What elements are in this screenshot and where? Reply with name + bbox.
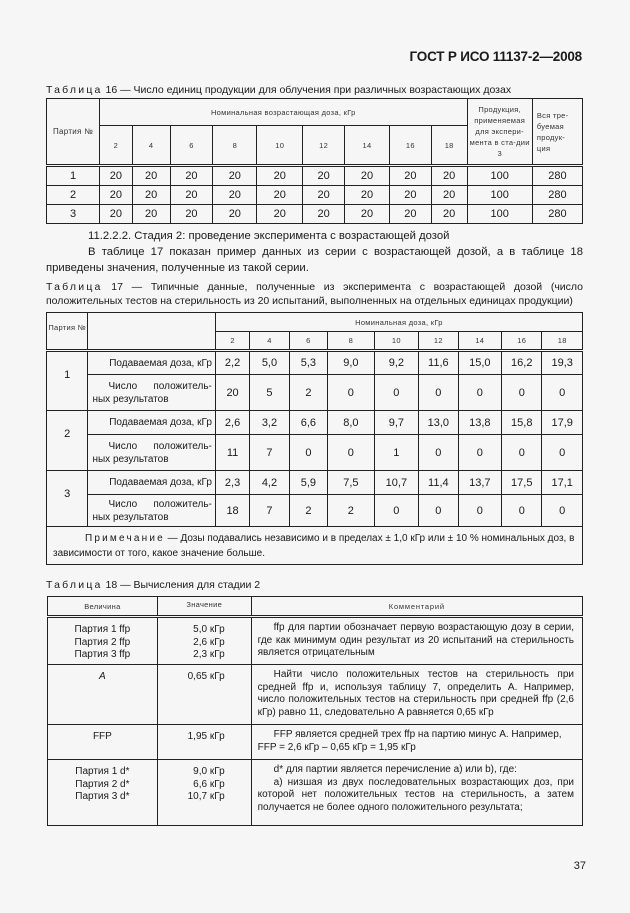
- count-cell: 20: [132, 205, 170, 224]
- row-label-dose: Подаваемая доза, кГр: [88, 351, 215, 375]
- table18-caption: [46, 578, 260, 592]
- dose-header: 4: [250, 332, 289, 351]
- dose-cell: 19,3: [542, 351, 583, 375]
- positive-cell: 0: [374, 375, 418, 411]
- positive-cell: 0: [458, 435, 501, 471]
- quantity-cell: FFP: [48, 725, 158, 760]
- count-cell: 20: [303, 205, 345, 224]
- positive-cell: 0: [542, 375, 583, 411]
- note-text: — Дозы подавались независимо и в пределах ± 1,0 кГр или ± 10 % номинальных доз, в зависимости от того, какое значение больше.: [53, 532, 575, 559]
- count-cell: 20: [345, 186, 390, 205]
- comment-cell: FFP является средней трех ffp на партию минус A. Например, FFP = 2,6 кГр – 0,65 кГр = 1,95 кГр: [251, 725, 582, 760]
- table-row: [47, 375, 583, 411]
- note-word: Примечание: [85, 532, 165, 544]
- dose-cell: 2,6: [215, 411, 249, 435]
- positive-cell: 2: [289, 375, 327, 411]
- batch-cell: 3: [47, 471, 88, 527]
- dose-cell: 9,2: [374, 351, 418, 375]
- stage3-cell: 100: [467, 166, 532, 186]
- count-cell: 20: [431, 205, 467, 224]
- positive-cell: 0: [502, 495, 542, 527]
- dose-cell: 7,5: [328, 471, 375, 495]
- count-cell: 20: [100, 166, 133, 186]
- positive-cell: 0: [374, 495, 418, 527]
- dose-header: 18: [431, 126, 467, 166]
- section-text: [46, 228, 583, 276]
- dose-header: 2: [215, 332, 249, 351]
- count-cell: 20: [303, 166, 345, 186]
- page-number: 37: [573, 860, 586, 872]
- dose-header: 14: [458, 332, 501, 351]
- count-cell: 20: [389, 186, 431, 205]
- count-cell: 20: [100, 205, 133, 224]
- count-cell: 20: [170, 186, 213, 205]
- value-cell: 0,65 кГр: [157, 665, 251, 725]
- dose-cell: 9,7: [374, 411, 418, 435]
- table17-note: [47, 527, 583, 565]
- section-heading: 11.2.2.2. Стадия 2: проведение эксперимента с возрастающей дозой: [88, 230, 450, 242]
- col-stage3-product-header: Продукция, применяемая для экспери-мента в ста-дии 3: [467, 99, 532, 166]
- dose-header: 16: [502, 332, 542, 351]
- quantity-cell: Партия 1 d* Партия 2 d* Партия 3 d*: [48, 760, 158, 826]
- table-18: [47, 596, 583, 826]
- dose-header: 12: [419, 332, 458, 351]
- dose-cell: 17,1: [542, 471, 583, 495]
- table-row: [47, 351, 583, 375]
- table-row: [48, 760, 583, 826]
- table-16: [46, 98, 583, 224]
- dose-cell: 11,6: [419, 351, 458, 375]
- dose-cell: 4,2: [250, 471, 289, 495]
- dose-header: 14: [345, 126, 390, 166]
- table17-caption: [46, 280, 583, 308]
- section-paragraph: В таблице 17 показан пример данных из серии с возрастающей дозой, а в таблице 18 приведены значения, полученные из такой серии.: [46, 246, 583, 274]
- row-label-positive: Число положитель-ных результатов: [88, 375, 215, 411]
- table-row: [48, 617, 583, 665]
- col-comment-header: Комментарий: [251, 597, 582, 617]
- value-cell: 1,95 кГр: [157, 725, 251, 760]
- table18-caption-word: Таблица: [46, 579, 103, 591]
- dose-cell: 13,7: [458, 471, 501, 495]
- positive-cell: 7: [250, 495, 289, 527]
- table-17: [46, 312, 583, 565]
- table-row: [47, 411, 583, 435]
- dose-header: 6: [289, 332, 327, 351]
- dose-cell: 2,2: [215, 351, 249, 375]
- table-row: [47, 495, 583, 527]
- positive-cell: 0: [419, 375, 458, 411]
- dose-cell: 6,6: [289, 411, 327, 435]
- count-cell: 20: [213, 166, 257, 186]
- table16-caption-word: Таблица: [46, 84, 103, 96]
- positive-cell: 0: [328, 375, 375, 411]
- dose-header: 6: [170, 126, 213, 166]
- dose-cell: 15,8: [502, 411, 542, 435]
- dose-header: 8: [213, 126, 257, 166]
- count-cell: 20: [132, 166, 170, 186]
- col-nominal-dose-header: Номинальная возрастающая доза, кГр: [100, 99, 467, 126]
- dose-cell: 11,4: [419, 471, 458, 495]
- row-label-positive: Число положитель-ных результатов: [88, 495, 215, 527]
- dose-cell: 5,9: [289, 471, 327, 495]
- positive-cell: 2: [289, 495, 327, 527]
- batch-cell: 1: [47, 351, 88, 411]
- total-cell: 280: [532, 186, 582, 205]
- positive-cell: 0: [419, 495, 458, 527]
- count-cell: 20: [345, 205, 390, 224]
- table18-caption-text: 18 — Вычисления для стадии 2: [102, 579, 261, 591]
- positive-cell: 0: [502, 375, 542, 411]
- value-cell: 9,0 кГр 6,6 кГр 10,7 кГр: [157, 760, 251, 826]
- dose-cell: 5,3: [289, 351, 327, 375]
- dose-cell: 2,3: [215, 471, 249, 495]
- batch-cell: 2: [47, 186, 100, 205]
- positive-cell: 20: [215, 375, 249, 411]
- table-row: [48, 665, 583, 725]
- positive-cell: 1: [374, 435, 418, 471]
- positive-cell: 0: [328, 435, 375, 471]
- count-cell: 20: [213, 186, 257, 205]
- col-batch-header: Партия №: [47, 99, 100, 166]
- positive-cell: 0: [542, 435, 583, 471]
- batch-cell: 1: [47, 166, 100, 186]
- dose-header: 10: [257, 126, 303, 166]
- stage3-cell: 100: [467, 186, 532, 205]
- dose-header: 8: [328, 332, 375, 351]
- count-cell: 20: [257, 166, 303, 186]
- row-label-dose: Подаваемая доза, кГр: [88, 411, 215, 435]
- comment-cell: ffp для партии обозначает первую возрастающую дозу в серии, где как минимум один результат из 20 испытаний на стерильность является отрицательным: [251, 617, 582, 665]
- positive-cell: 7: [250, 435, 289, 471]
- table17-caption-word: Таблица: [46, 281, 103, 293]
- document-standard-number: ГОСТ Р ИСО 11137-2—2008: [409, 49, 582, 64]
- row-label-dose: Подаваемая доза, кГр: [88, 471, 215, 495]
- table17-caption-text: 17 — Типичные данные, полученные из эксперимента с возрастающей дозой (число положительных тестов на стерильность из 20 испытаний, выполненных на отдельных единицах продукции): [46, 281, 583, 307]
- count-cell: 20: [303, 186, 345, 205]
- batch-cell: 3: [47, 205, 100, 224]
- stage3-cell: 100: [467, 205, 532, 224]
- col-value-header: Значение: [157, 597, 251, 617]
- positive-cell: 18: [215, 495, 249, 527]
- dose-header: 18: [542, 332, 583, 351]
- table-row: [48, 725, 583, 760]
- count-cell: 20: [389, 205, 431, 224]
- batch-cell: 2: [47, 411, 88, 471]
- count-cell: 20: [132, 186, 170, 205]
- quantity-cell: A: [48, 665, 158, 725]
- table-row: [47, 166, 583, 186]
- count-cell: 20: [257, 205, 303, 224]
- positive-cell: 0: [458, 495, 501, 527]
- table-note-row: [47, 527, 583, 565]
- quantity-cell: Партия 1 ffp Партия 2 ffp Партия 3 ffp: [48, 617, 158, 665]
- dose-cell: 17,5: [502, 471, 542, 495]
- positive-cell: 0: [542, 495, 583, 527]
- comment-cell: d* для партии является перечисление a) или b), где: a) низшая из двух последовательных возрастающих доз, при которой нет положительных тестов на стерильность, а затем получается не более одного положительного результата;: [251, 760, 582, 826]
- dose-cell: 5,0: [250, 351, 289, 375]
- table-row: [47, 471, 583, 495]
- table16-caption: [46, 83, 511, 97]
- dose-header: 10: [374, 332, 418, 351]
- count-cell: 20: [213, 205, 257, 224]
- dose-header: 16: [389, 126, 431, 166]
- count-cell: 20: [431, 186, 467, 205]
- positive-cell: 11: [215, 435, 249, 471]
- col-total-product-header: Вся тре-буемая продук-ция: [532, 99, 582, 166]
- dose-cell: 13,0: [419, 411, 458, 435]
- dose-cell: 13,8: [458, 411, 501, 435]
- table-row: [47, 205, 583, 224]
- table-row: [47, 435, 583, 471]
- col-quantity-header: Величина: [48, 597, 158, 617]
- dose-cell: 3,2: [250, 411, 289, 435]
- total-cell: 280: [532, 166, 582, 186]
- count-cell: 20: [389, 166, 431, 186]
- positive-cell: 0: [502, 435, 542, 471]
- table-row: [47, 186, 583, 205]
- count-cell: 20: [257, 186, 303, 205]
- total-cell: 280: [532, 205, 582, 224]
- dose-cell: 17,9: [542, 411, 583, 435]
- dose-cell: 8,0: [328, 411, 375, 435]
- comment-cell: Найти число положительных тестов на стерильность при средней ffp и, используя таблицу 7, определить A. Например, число положительных тестов на стерильность при средней ffp (2,6 кГр) равно 11, следовательно A равняется 0,65 кГр: [251, 665, 582, 725]
- col-nominal-dose-header: Номинальная доза, кГр: [215, 313, 582, 332]
- dose-cell: 9,0: [328, 351, 375, 375]
- dose-header: 4: [132, 126, 170, 166]
- positive-cell: 5: [250, 375, 289, 411]
- table16-caption-text: 16 — Число единиц продукции для облучения при различных возрастающих дозах: [102, 84, 512, 96]
- col-batch-header: Партия №: [47, 313, 88, 351]
- positive-cell: 0: [419, 435, 458, 471]
- col-label-header: [88, 313, 215, 351]
- value-cell: 5,0 кГр 2,6 кГр 2,3 кГр: [157, 617, 251, 665]
- count-cell: 20: [431, 166, 467, 186]
- count-cell: 20: [100, 186, 133, 205]
- count-cell: 20: [345, 166, 390, 186]
- count-cell: 20: [170, 166, 213, 186]
- dose-header: 12: [303, 126, 345, 166]
- count-cell: 20: [170, 205, 213, 224]
- positive-cell: 0: [289, 435, 327, 471]
- dose-cell: 16,2: [502, 351, 542, 375]
- row-label-positive: Число положитель-ных результатов: [88, 435, 215, 471]
- dose-header: 2: [100, 126, 133, 166]
- positive-cell: 2: [328, 495, 375, 527]
- positive-cell: 0: [458, 375, 501, 411]
- dose-cell: 15,0: [458, 351, 501, 375]
- dose-cell: 10,7: [374, 471, 418, 495]
